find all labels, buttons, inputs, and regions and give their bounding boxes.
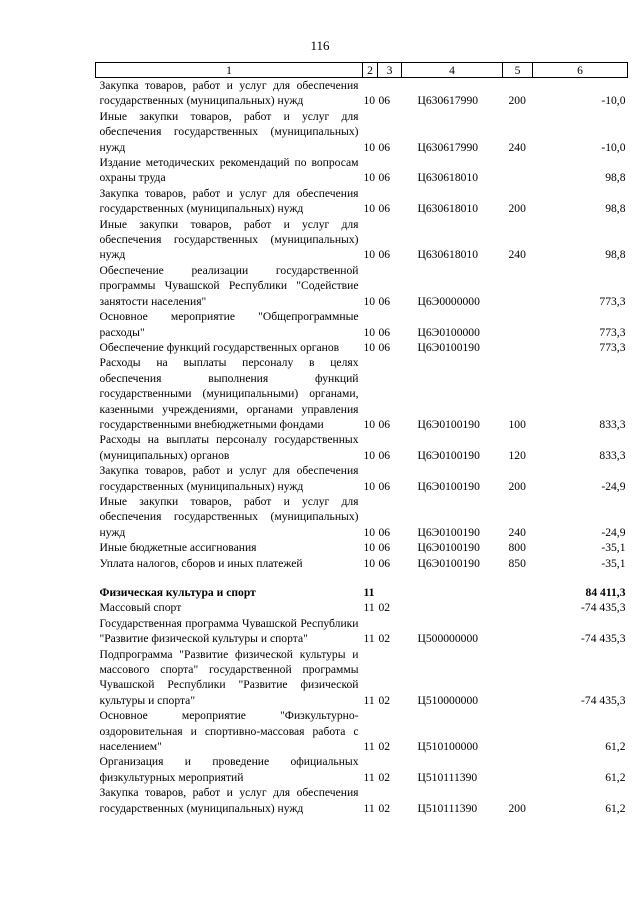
- row-subsection: 06: [378, 525, 391, 539]
- row-subsection: 06: [378, 171, 391, 185]
- row-name: Закупка товаров, работ и услуг для обеспечения государственных (муниципальных) нужд: [99, 786, 359, 815]
- row-subsection: 02: [378, 770, 391, 784]
- row-expense-type: 120: [508, 448, 526, 462]
- row-amount: -74 435,3: [581, 632, 626, 646]
- row-target-article: Ц510000000: [417, 693, 479, 707]
- row-name: Основное мероприятие "Физкультурно-оздоровительная и спортивно-массовая работа с населением": [99, 709, 359, 754]
- row-subsection: 06: [378, 448, 391, 462]
- row-subsection: [378, 585, 402, 600]
- row-amount: 98,8: [605, 202, 626, 216]
- row-expense-type: [503, 708, 533, 754]
- row-amount: 98,8: [605, 248, 626, 262]
- row-section: 10: [363, 325, 376, 339]
- row-name: Расходы на выплаты персоналу в целях обеспечения выполнения функций государственными (муниципальными) органами, казенными учреждениями, органами управления государственными внебюджетными фондами: [99, 356, 359, 431]
- table-row: [96, 155, 628, 186]
- table-row: [96, 494, 628, 540]
- row-amount: 833,3: [599, 448, 626, 462]
- row-section: 10: [363, 525, 376, 539]
- row-target-article: Ц510111390: [417, 801, 478, 815]
- row-name: Государственная программа Чувашской Республики "Развитие физической культуры и спорта": [99, 616, 359, 646]
- row-target-article: Ц6Э0100190: [417, 340, 480, 354]
- row-expense-type: [503, 616, 533, 647]
- row-expense-type: 200: [508, 801, 526, 815]
- row-subsection: 06: [378, 541, 391, 555]
- row-target-article: Ц6Э0000000: [417, 294, 480, 308]
- row-name: Физическая культура и спорт: [99, 586, 256, 599]
- row-expense-type: 240: [508, 525, 526, 539]
- page-number: 116: [310, 38, 330, 53]
- row-target-article: Ц6Э0100190: [417, 417, 480, 431]
- row-subsection: 06: [378, 294, 391, 308]
- row-amount: -24,9: [601, 525, 626, 539]
- row-section: 10: [363, 448, 376, 462]
- row-expense-type: 100: [508, 417, 526, 431]
- row-target-article: Ц6Э0100190: [417, 541, 480, 555]
- row-section: 10: [363, 541, 376, 555]
- row-subsection: 06: [378, 202, 391, 216]
- row-name: Основное мероприятие "Общепрограммные расходы": [99, 310, 359, 339]
- row-section: 11: [363, 801, 375, 815]
- row-target-article: Ц6Э0100190: [417, 556, 480, 570]
- row-name: Закупка товаров, работ и услуг для обеспечения государственных (муниципальных) нужд: [99, 186, 359, 216]
- row-expense-type: [503, 155, 533, 186]
- row-target-article: Ц6Э0100190: [417, 525, 480, 539]
- row-section: 10: [363, 340, 376, 354]
- row-section: 10: [363, 94, 376, 108]
- row-subsection: 06: [378, 94, 391, 108]
- row-target-article: Ц510111390: [417, 770, 478, 784]
- row-subsection: 02: [378, 740, 391, 754]
- row-section: 10: [363, 202, 376, 216]
- row-target-article: Ц510100000: [417, 740, 479, 754]
- row-target-article: [402, 600, 503, 615]
- row-subsection: 06: [378, 325, 391, 339]
- row-expense-type: 200: [508, 94, 526, 108]
- header-row: [96, 63, 628, 78]
- table-row: [96, 556, 628, 571]
- row-section: 11: [363, 740, 375, 754]
- row-section: 11: [363, 601, 375, 615]
- row-name: Закупка товаров, работ и услуг для обеспечения государственных (муниципальных) нужд: [99, 79, 359, 108]
- row-subsection: 06: [378, 340, 391, 354]
- row-name: Закупка товаров, работ и услуг для обеспечения государственных (муниципальных) нужд: [99, 464, 359, 493]
- row-section: 10: [363, 248, 376, 262]
- row-amount: 84 411,3: [585, 586, 626, 599]
- table-row: [96, 616, 628, 647]
- col-header-name: 1: [96, 63, 363, 78]
- table-body: [96, 78, 628, 817]
- col-header-expense-type: 5: [503, 63, 533, 78]
- row-expense-type: 200: [508, 202, 526, 216]
- row-name: Расходы на выплаты персоналу государственных (муниципальных) органов: [99, 433, 359, 462]
- row-expense-type: 850: [508, 556, 526, 570]
- row-expense-type: [503, 585, 533, 600]
- table-row: [96, 432, 628, 463]
- row-expense-type: 800: [508, 541, 526, 555]
- table-row: [96, 754, 628, 785]
- col-header-target-article: 4: [402, 63, 503, 78]
- row-section: 10: [363, 140, 376, 154]
- row-target-article: Ц6Э0100190: [417, 479, 480, 493]
- spacer-cell: [96, 571, 628, 585]
- row-subsection: 06: [378, 248, 391, 262]
- row-amount: 61,2: [605, 740, 626, 754]
- row-subsection: 02: [378, 632, 391, 646]
- row-section: 11: [363, 770, 375, 784]
- row-section: 11: [363, 586, 375, 599]
- table-row: [96, 355, 628, 432]
- row-section: 10: [363, 479, 376, 493]
- row-subsection: 02: [378, 601, 391, 615]
- row-section: 10: [363, 556, 376, 570]
- row-expense-type: 200: [508, 479, 526, 493]
- col-header-amount: 6: [533, 63, 628, 78]
- table-row: [96, 109, 628, 155]
- row-expense-type: [503, 647, 533, 709]
- table-row: [96, 785, 628, 816]
- row-name: Уплата налогов, сборов и иных платежей: [99, 556, 303, 570]
- row-target-article: Ц630618010: [417, 171, 479, 185]
- row-target-article: Ц500000000: [417, 632, 479, 646]
- row-section: 10: [363, 417, 376, 431]
- table-row: [96, 463, 628, 494]
- table-row: [96, 217, 628, 263]
- row-amount: -10,0: [601, 94, 626, 108]
- row-name: Издание методических рекомендаций по вопросам охраны труда: [99, 156, 359, 185]
- row-target-article: Ц630618010: [417, 248, 479, 262]
- row-name: Иные закупки товаров, работ и услуг для обеспечения государственных (муниципальных) нужд: [99, 109, 359, 154]
- row-subsection: 06: [378, 479, 391, 493]
- row-amount: -35,1: [601, 541, 626, 555]
- row-target-article: Ц6Э0100000: [417, 325, 480, 339]
- row-amount: 773,3: [599, 325, 626, 339]
- budget-table: [95, 62, 628, 816]
- row-name: Организация и проведение официальных физкультурных мероприятий: [99, 755, 359, 784]
- table-row: [96, 309, 628, 340]
- row-section: 11: [363, 693, 375, 707]
- table-row: [96, 78, 628, 109]
- table-row: [96, 647, 628, 709]
- row-section: 10: [363, 294, 376, 308]
- row-amount: -10,0: [601, 140, 626, 154]
- row-name: Подпрограмма "Развитие физической культуры и массового спорта" государственной программы Чувашской Республики "Развитие физической культуры и спорта": [99, 647, 359, 707]
- row-name: Иные закупки товаров, работ и услуг для обеспечения государственных (муниципальных) нужд: [99, 217, 359, 262]
- table-row: [96, 585, 628, 600]
- row-target-article: [402, 585, 503, 600]
- row-subsection: 06: [378, 556, 391, 570]
- row-section: 10: [363, 171, 376, 185]
- row-expense-type: [503, 600, 533, 615]
- row-amount: -74 435,3: [581, 693, 626, 707]
- row-expense-type: [503, 263, 533, 309]
- row-amount: -35,1: [601, 556, 626, 570]
- table-row: [96, 340, 628, 355]
- row-subsection: 02: [378, 801, 391, 815]
- row-expense-type: [503, 309, 533, 340]
- row-name: Иные закупки товаров, работ и услуг для обеспечения государственных (муниципальных) нужд: [99, 494, 359, 539]
- table-row: [96, 263, 628, 309]
- row-target-article: Ц630617990: [417, 94, 479, 108]
- row-amount: 98,8: [605, 171, 626, 185]
- row-subsection: 02: [378, 693, 391, 707]
- row-amount: 61,2: [605, 801, 626, 815]
- row-amount: 833,3: [599, 417, 626, 431]
- row-amount: 773,3: [599, 294, 626, 308]
- row-amount: -74 435,3: [581, 601, 626, 615]
- row-target-article: Ц6Э0100190: [417, 448, 480, 462]
- row-expense-type: [503, 754, 533, 785]
- row-name: Обеспечение реализации государственной программы Чувашской Республики "Содействие занятости населения": [99, 263, 359, 308]
- col-header-subsection: 3: [378, 63, 402, 78]
- row-name: Массовый спорт: [99, 601, 182, 615]
- row-target-article: Ц630617990: [417, 140, 479, 154]
- row-name: Иные бюджетные ассигнования: [99, 541, 257, 555]
- row-target-article: Ц630618010: [417, 202, 479, 216]
- row-subsection: 06: [378, 140, 391, 154]
- row-amount: 773,3: [599, 340, 626, 354]
- table-row: [96, 600, 628, 615]
- row-expense-type: [503, 340, 533, 355]
- row-section: 11: [363, 632, 375, 646]
- table-row: [96, 708, 628, 754]
- row-amount: -24,9: [601, 479, 626, 493]
- table-row: [96, 540, 628, 555]
- spacer-row: [96, 571, 628, 585]
- row-expense-type: 240: [508, 248, 526, 262]
- row-subsection: 06: [378, 417, 391, 431]
- col-header-section: 2: [363, 63, 378, 78]
- row-amount: 61,2: [605, 770, 626, 784]
- row-name: Обеспечение функций государственных органов: [99, 340, 340, 354]
- row-expense-type: 240: [508, 140, 526, 154]
- table-row: [96, 186, 628, 217]
